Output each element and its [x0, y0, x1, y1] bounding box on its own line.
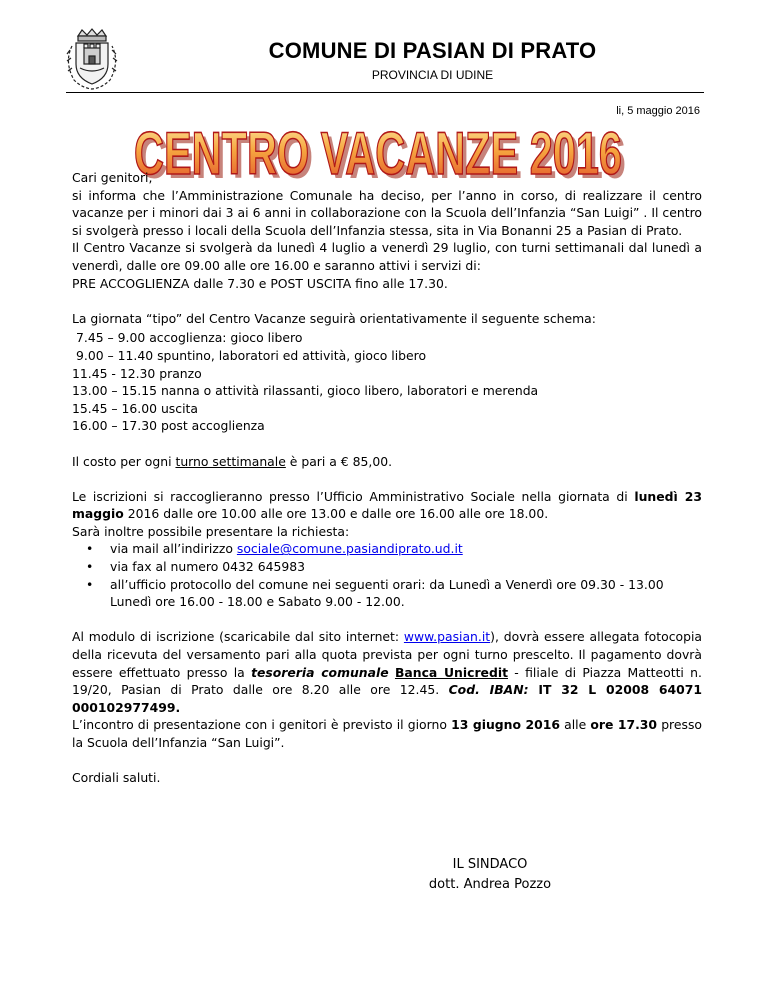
- meeting-paragraph: L’incontro di presentazione con i genitori è previsto il giorno 13 giugno 2016 alle ore 17.30 presso la Scuola dell’Infanzia “San Luigi”.: [72, 717, 702, 750]
- meeting-time: ore 17.30: [590, 717, 658, 733]
- schedule-item: 15.45 – 16.00 uscita: [72, 400, 198, 416]
- list-item: • via fax al numero 0432 645983: [86, 559, 306, 575]
- schedule-item: 16.00 – 17.30 post accoglienza: [72, 418, 265, 434]
- paragraph-intro: si informa che l’Amministrazione Comunale ha deciso, per l’anno in corso, di realizzare il centro vacanze per i minori dai 3 ai 6 anni in collaborazione con la Scuola dell’Infanzia “San Luigi” . Il centro si svolgerà presso i locali della Scuola dell’Infanzia stessa, sita in Via Bonanni 25 a Pasian di Prato.: [72, 187, 702, 238]
- signature-block: [400, 855, 580, 895]
- paragraph-dates: Il Centro Vacanze si svolgerà da lunedì 4 luglio a venerdì 29 luglio, con turni settimanali dal lunedì a venerdì, dalle ore 09.00 alle ore 16.00 e saranno attivi i servizi di:: [72, 240, 702, 273]
- iban-label: Cod. IBAN:: [448, 682, 529, 698]
- form-paragraph: Al modulo di iscrizione (scaricabile dal sito internet: www.pasian.it), dovrà essere allegata fotocopia della ricevuta del versamento pari alla quota prevista per ogni turno prescelto. Il pagamento dovrà essere effettuato presso la tesoreria comunale Banca Unicredit - filiale di Piazza Matteotti n. 19/20, Pasian di Prato dalle ore 8.20 alle ore 12.45. Cod. IBAN: IT 32 L 02008 64071 000102977499.: [72, 629, 702, 715]
- weekly-turn-term: turno settimanale: [175, 453, 286, 469]
- schedule-item: 11.45 - 12.30 pranzo: [72, 365, 202, 381]
- enrollment-date: lunedì 23 maggio: [72, 488, 702, 522]
- schedule-item: 13.00 – 15.15 nanna o attività rilassanti, gioco libero, laboratori e merenda: [72, 383, 539, 399]
- banner-text: CENTRO VACANZE 2016: [134, 120, 622, 187]
- schedule-item: 7.45 – 9.00 accoglienza: gioco libero: [76, 330, 303, 346]
- bank-name: Banca Unicredit: [394, 664, 508, 680]
- schedule-item: 9.00 – 11.40 spuntino, laboratori ed attività, gioco libero: [76, 347, 427, 363]
- iban-code: IT 32 L 02008 64071 000102977499.: [72, 682, 702, 715]
- paragraph-services: PRE ACCOGLIENZA dalle 7.30 e POST USCITA fino alle 17.30.: [72, 275, 448, 291]
- meeting-date: 13 giugno 2016: [451, 717, 560, 733]
- letter-body: [72, 169, 702, 787]
- list-item: • all’ufficio protocollo del comune nei seguenti orari: da Lunedì a Venerdì ore 09.30 - 13.00 Lunedì ore 16.00 - 18.00 e Sabato 9.00 - 12.00.: [86, 576, 664, 610]
- signatory-title: IL SINDACO: [452, 857, 528, 872]
- submission-methods: [72, 540, 702, 610]
- municipality-title: COMUNE DI PASIAN DI PRATO: [268, 38, 597, 63]
- treasury-term: tesoreria comunale: [251, 664, 389, 680]
- enrollment-paragraph: Le iscrizioni si raccoglieranno presso l’Ufficio Amministrativo Sociale nella giornata di lunedì 23 maggio 2016 dalle ore 10.00 alle ore 13.00 e dalle ore 16.00 alle ore 18.00.: [72, 488, 702, 522]
- daily-schedule: [72, 329, 702, 435]
- header-divider: [66, 92, 704, 93]
- greeting: Cari genitori,: [72, 170, 153, 185]
- signatory-name: dott. Andrea Pozzo: [428, 877, 552, 892]
- closing-salutation: Cordiali saluti.: [72, 770, 161, 786]
- email-link[interactable]: sociale@comune.pasiandiprato.ud.it: [236, 541, 463, 557]
- cost-paragraph: Il costo per ogni turno settimanale è pari a € 85,00.: [72, 453, 393, 469]
- website-link[interactable]: www.pasian.it: [403, 629, 491, 645]
- municipal-crest-icon: [62, 26, 122, 92]
- schedule-intro: La giornata “tipo” del Centro Vacanze seguirà orientativamente il seguente schema:: [72, 310, 596, 326]
- banner-shadow-text: CENTRO VACANZE 2016: [138, 124, 626, 190]
- list-item: • via mail all’indirizzo sociale@comune.pasiandiprato.ud.it: [86, 541, 463, 557]
- province-subtitle: PROVINCIA DI UDINE: [371, 68, 494, 82]
- also-possible: Sarà inoltre possibile presentare la richiesta:: [72, 523, 350, 539]
- letter-date: li, 5 maggio 2016: [616, 105, 700, 117]
